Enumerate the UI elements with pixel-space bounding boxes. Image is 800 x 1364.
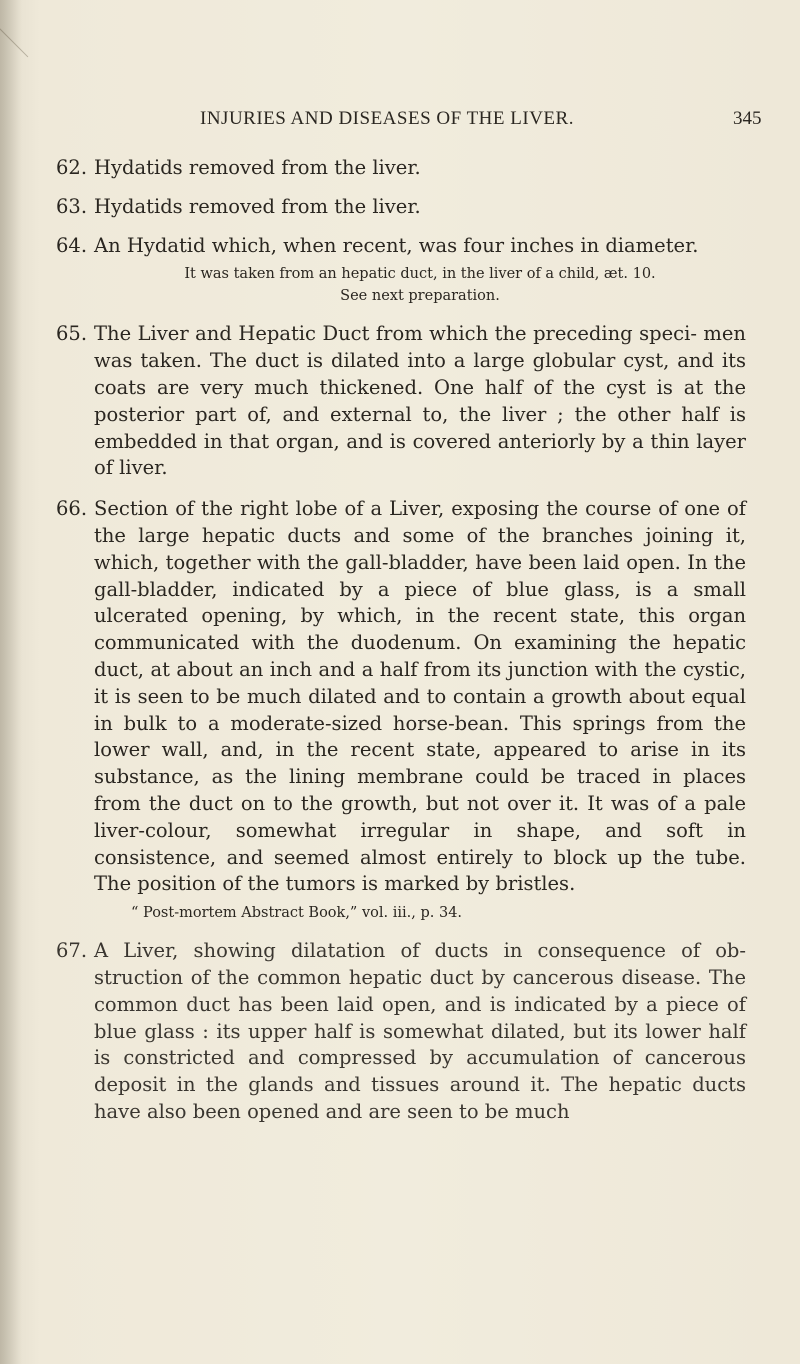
page-spine-shadow (0, 0, 22, 1364)
entry-number: 67. (56, 939, 88, 963)
entry-text: Section of the right lobe of a Liver, exposing the course of one of the large hepatic ducts and some of the branches joining it, which, together with the gall-bladder, have been laid open. In the gall-bladder, indicated by a piece of blue glass, is a small ulcerated opening, by which, in the recent state, this organ communicated with the duodenum. On examining the hepatic duct, at about an inch and a half from its junction with the cystic, it is seen to be much dilated and to contain a growth about equal in bulk to a moderate-sized horse-bean. This springs from the lower wall, and, in the recent state, appeared to arise in its substance, as the lining membrane could be traced in places from the duct on to the growth, but not over it. It was of a pale liver-colour, somewhat irregular in shape, and soft in consistence, and seemed almost entirely to block up the tube. The position of the tumors is marked by bristles. (94, 497, 746, 896)
page-content (56, 155, 746, 1140)
entry-text: Hydatids removed from the liver. (94, 194, 421, 218)
catalogue-entry-65 (56, 321, 746, 482)
entry-text: A Liver, showing dilatation of ducts in consequence of ob- struction of the common hepatic duct by cancerous disease. The common duct has been laid open, and is indicated by a piece of blue glass : its upper half is somewhat dilated, but its lower half is constricted and compressed by accumulation of cancerous deposit in the glands and tissues around it. The hepatic ducts have also been opened and are seen to be much (94, 939, 746, 1123)
entry-number: 64. (56, 233, 88, 257)
entry-note: See next preparation. (340, 288, 500, 305)
entry-text: An Hydatid which, when recent, was four inches in diameter. (94, 233, 699, 257)
catalogue-entry-64 (56, 233, 746, 260)
catalogue-entry-66-group (56, 496, 746, 924)
entry-text: Hydatids removed from the liver. (94, 156, 421, 179)
running-header: INJURIES AND DISEASES OF THE LIVER. (200, 108, 574, 129)
entry-text: The Liver and Hepatic Duct from which the preceding speci- men was taken. The duct is dilated into a large globular cyst, and its coats are very much thickened. One half of the cyst is at the posterior part of, and external to, the liver ; the other half is embedded in that organ, and is covered anteriorly by a thin layer of liver. (94, 322, 746, 480)
entry-number: 62. (56, 156, 88, 179)
page-number: 345 (733, 108, 762, 129)
entry-number: 65. (56, 322, 88, 346)
catalogue-entry-62 (56, 155, 746, 182)
catalogue-entry-64-group (56, 233, 746, 308)
entry-number: 66. (56, 497, 88, 521)
catalogue-entry-66 (56, 496, 746, 898)
entry-reference: “ Post-mortem Abstract Book,” vol. iii., p. 34. (131, 905, 463, 922)
catalogue-entry-63 (56, 194, 746, 221)
entry-number: 63. (56, 194, 88, 218)
entry-note: It was taken from an hepatic duct, in the liver of a child, æt. 10. (184, 266, 656, 283)
catalogue-entry-67 (56, 938, 746, 1126)
